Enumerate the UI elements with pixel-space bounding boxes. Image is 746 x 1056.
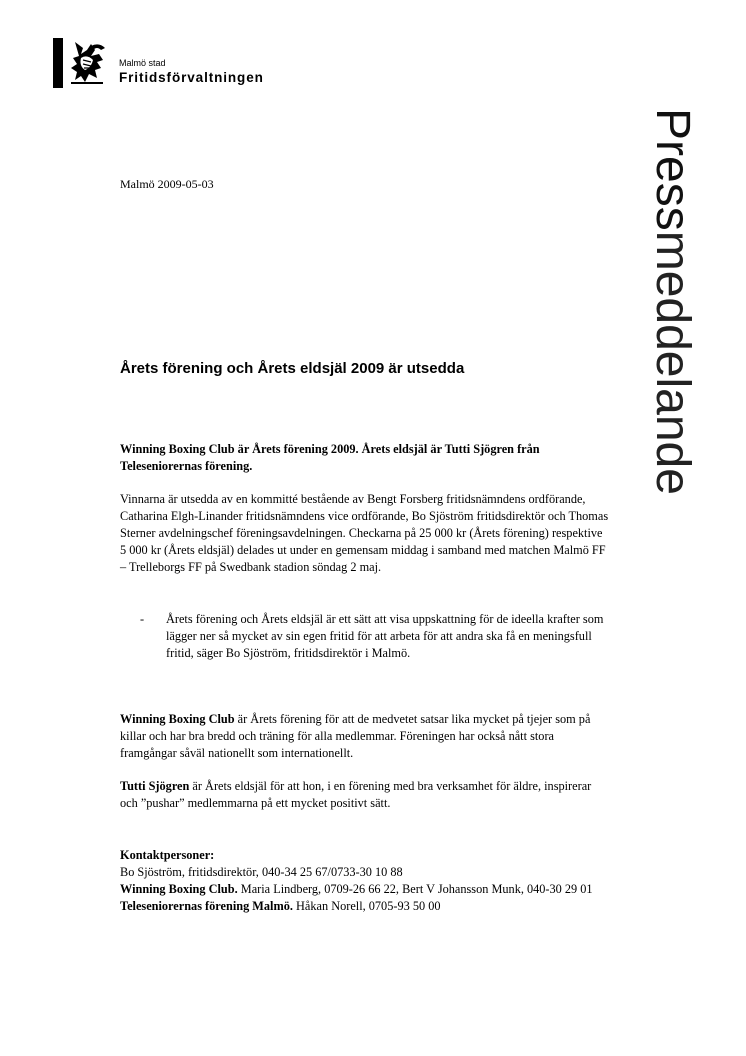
side-title-light: meddelande: [646, 230, 699, 495]
body-paragraph-2: [120, 711, 610, 762]
contact-line-2: [120, 881, 610, 898]
contacts-block: [120, 847, 610, 915]
club-name: Winning Boxing Club: [120, 712, 235, 726]
side-title-bold: Press: [646, 108, 699, 231]
contact-line-3-text: Håkan Norell, 0705-93 50 00: [292, 899, 441, 913]
body-paragraph-1: Vinnarna är utsedda av en kommitté bestående av Bengt Forsberg fritidsnämndens ordförande, Catharina Elgh-Linander fritidsnämndens vice ordförande, Bo Sjöström fritidsdirektör och Thomas Sterner avdelningschef föreningsavdelningen. Checkarna på 25 000 kr (Årets förening) respektive 5 000 kr (Årets eldsjäl) delades ut under en gemensam middag i samband med matchen Malmö FF – Trelleborgs FF på Swedbank stadion söndag 2 maj.: [120, 492, 609, 574]
quote-text: Årets förening och Årets eldsjäl är ett sätt att visa uppskattning för de ideella krafter som lägger ner så mycket av sin egen fritid för att arbeta för att andra ska få en meningsfull fritid, säger Bo Sjöström, fritidsdirektör i Malmö.: [166, 612, 604, 660]
contact-line-3: [120, 898, 610, 915]
para3-text: är Årets eldsjäl för att hon, i en förening med bra verksamhet för äldre, inspirerar och ”pushar” medlemmarna på ett mycket positivt sätt.: [120, 779, 592, 810]
para2-text: är Årets förening för att de medvetet satsar lika mycket på tjejer som på killar och har bra bredd och träning för alla medlemmar. Föreningen har också nått stora framgångar såväl nationellt som internationellt.: [120, 712, 591, 760]
contact-line-1: Bo Sjöström, fritidsdirektör, 040-34 25 67/0733-30 10 88: [120, 865, 403, 879]
body-paragraph-3: [120, 778, 610, 812]
contact-line-3-org: Teleseniorernas förening Malmö.: [120, 899, 293, 913]
contact-line-2-org: Winning Boxing Club.: [120, 882, 238, 896]
logo-block: [53, 38, 313, 88]
org-city-label: Malmö stad: [119, 58, 166, 68]
date-line: Malmö 2009-05-03: [120, 177, 214, 191]
malmo-crest-icon: [61, 38, 113, 88]
intro-paragraph: Winning Boxing Club är Årets förening 2009. Årets eldsjäl är Tutti Sjögren från Teleseniorernas förening.: [120, 442, 540, 473]
person-name: Tutti Sjögren: [120, 779, 190, 793]
org-name-label: Fritidsförvaltningen: [119, 70, 264, 85]
contact-line-2-text: Maria Lindberg, 0709-26 66 22, Bert V Johansson Munk, 040-30 29 01: [237, 882, 593, 896]
contacts-heading: Kontaktpersoner:: [120, 848, 215, 862]
headline: Årets förening och Årets eldsjäl 2009 är utsedda: [120, 360, 465, 377]
quote-dash: -: [140, 612, 145, 626]
press-release-side-title: [640, 108, 704, 548]
